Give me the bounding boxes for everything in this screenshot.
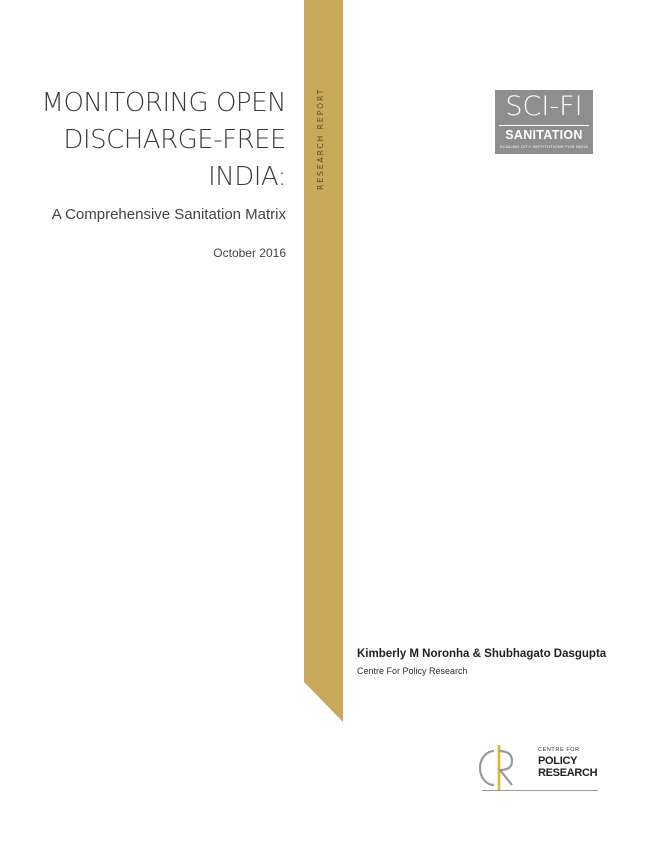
report-date: October 2016 — [213, 246, 286, 260]
scifi-sanitation-logo — [495, 90, 593, 154]
ribbon-label: RESEARCH REPORT — [316, 87, 325, 190]
scifi-logo-tagline: SCALING CITY INSTITUTIONS FOR INDIA — [499, 144, 589, 149]
title-line-3: INDIA: — [208, 162, 286, 192]
report-title — [6, 85, 286, 196]
cpr-logo — [478, 741, 598, 791]
title-line-1: MONITORING OPEN — [41, 88, 286, 118]
cpr-logo-small: CENTRE FOR — [538, 747, 580, 753]
authors: Kimberly M Noronha & Shubhagato Dasgupta — [357, 648, 607, 660]
cpr-logo-underline — [482, 790, 598, 791]
report-subtitle: A Comprehensive Sanitation Matrix — [51, 206, 286, 223]
scifi-logo-sub: SANITATION — [499, 125, 589, 142]
title-line-2: DISCHARGE-FREE — [63, 125, 286, 155]
scifi-logo-main: SCI-FI — [505, 91, 583, 122]
cpr-logo-line1: POLICY — [538, 755, 578, 767]
affiliation: Centre For Policy Research — [357, 666, 468, 676]
cpr-mark-icon — [478, 741, 514, 791]
cpr-logo-line2: RESEARCH — [538, 767, 598, 779]
